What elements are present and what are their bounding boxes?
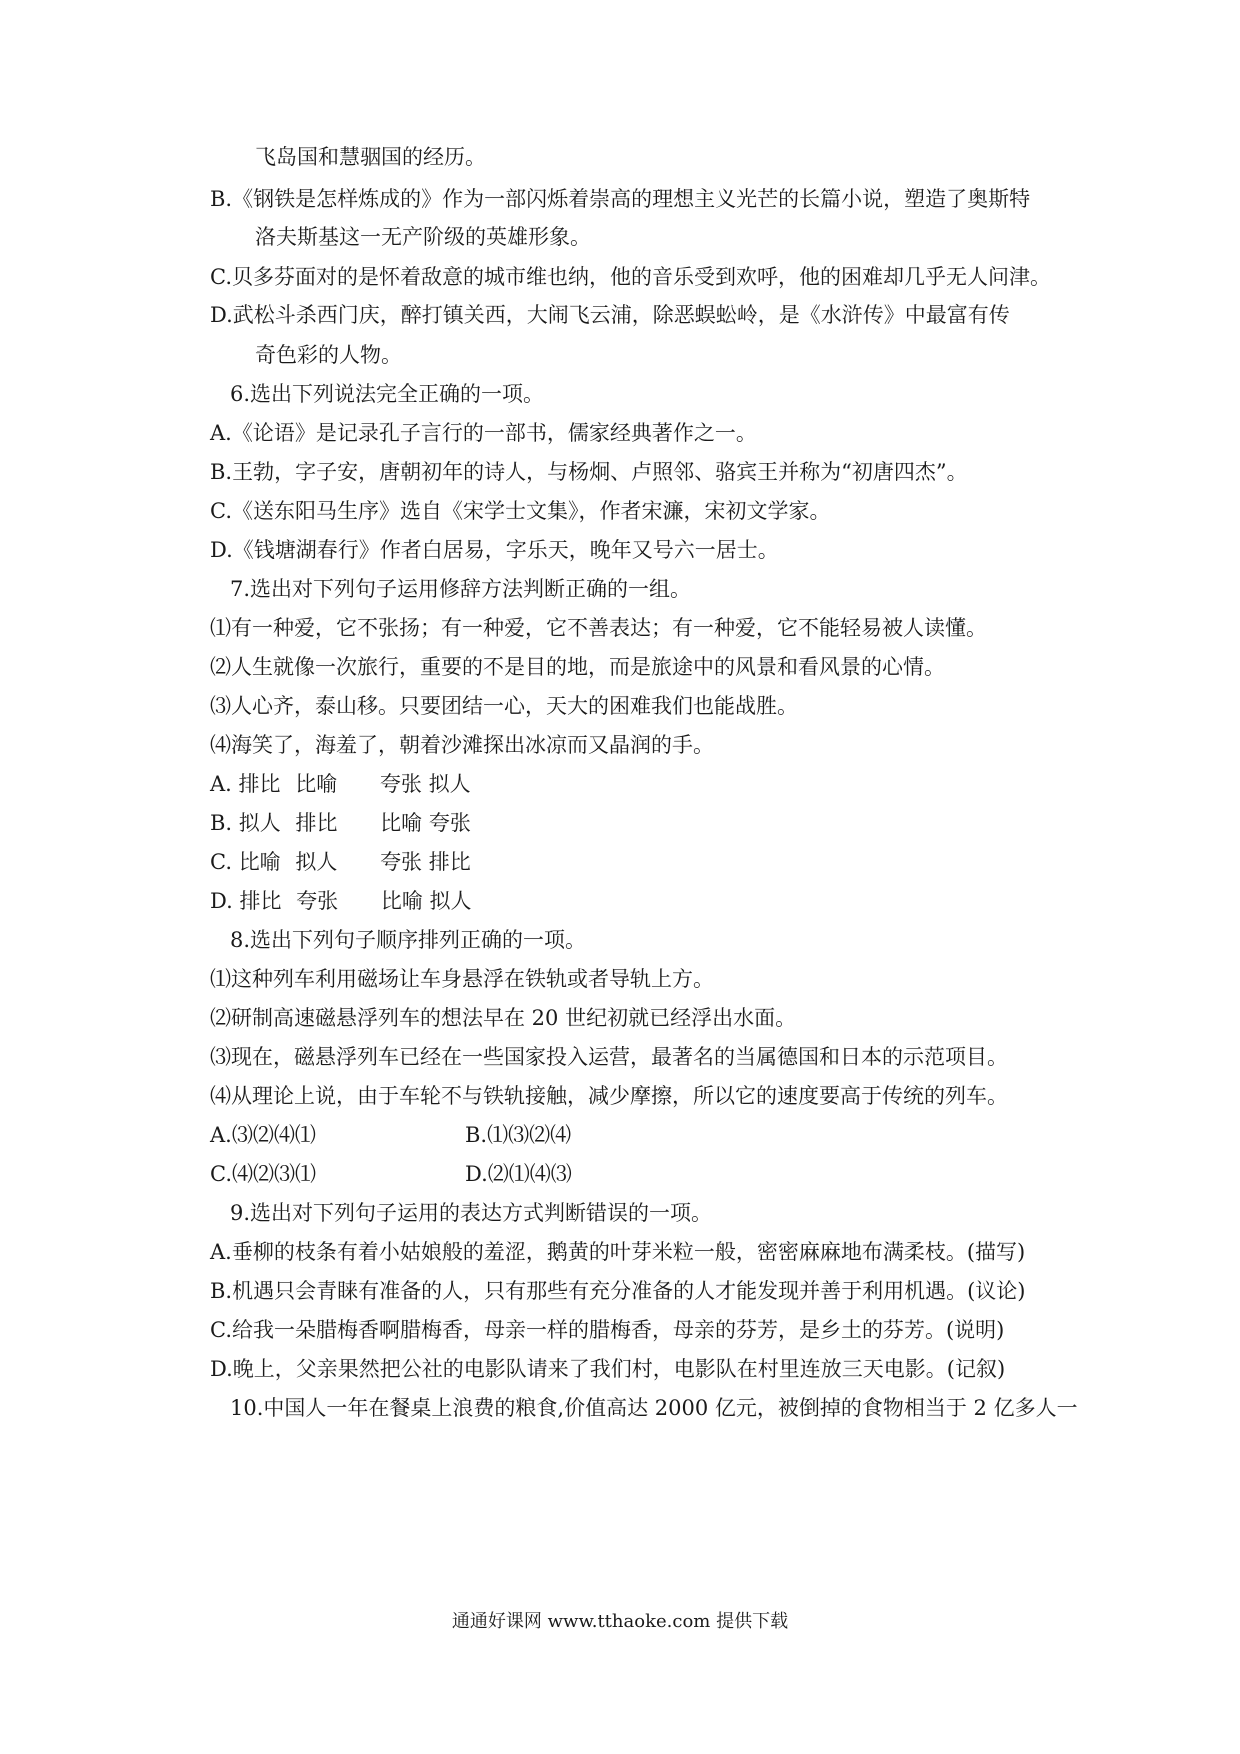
q7-option-b [210,808,471,838]
option-item: 夸张 [296,889,339,913]
q9-option-b: B.机遇只会青睐有准备的人，只有那些有充分准备的人才能发现并善于利用机遇。(议论) [210,1279,1026,1303]
option-letter: D. [210,889,233,913]
q8-option-d: D.⑵⑴⑷⑶ [465,1162,572,1186]
q8-sentence-3: ⑶现在，磁悬浮列车已经在一些国家投入运营，最著名的当属德国和日本的示范项目。 [210,1045,1008,1069]
option-item: 拟人 [429,889,472,913]
q5-option-b-line2: 洛夫斯基这一无产阶级的英雄形象。 [255,225,591,249]
option-item: 夸张 [380,850,423,874]
page-footer: 通通好课网 www.tthaoke.com 提供下载 [451,1611,789,1632]
question-8-stem: 8.选出下列句子顺序排列正确的一项。 [230,928,587,952]
option-item: 排比 [238,772,281,796]
option-item: 拟人 [295,850,338,874]
q8-option-c: C.⑷⑵⑶⑴ [210,1162,316,1186]
q5-option-d-line2: 奇色彩的人物。 [255,343,402,367]
q6-option-c: C.《送东阳马生序》选自《宋学士文集》，作者宋濂，宋初文学家。 [210,499,831,523]
option-item: 拟人 [428,772,471,796]
q7-option-a [210,769,471,799]
option-item: 排比 [428,850,471,874]
q8-sentence-4: ⑷从理论上说，由于车轮不与铁轨接触，减少摩擦，所以它的速度要高于传统的列车。 [210,1084,1008,1108]
option-item: 夸张 [428,811,471,835]
option-item: 比喻 [238,850,281,874]
q7-option-c [210,847,471,877]
q5-option-a-continuation: 飞岛国和慧骃国的经历。 [255,145,486,169]
option-item: 比喻 [380,889,423,913]
q6-option-a: A.《论语》是记录孔子言行的一部书，儒家经典著作之一。 [210,421,757,445]
q8-options-row-1 [210,1120,571,1150]
question-6-stem: 6.选出下列说法完全正确的一项。 [230,382,545,406]
option-item: 夸张 [379,772,422,796]
q7-option-d [210,886,472,916]
option-item: 拟人 [238,811,281,835]
q7-sentence-1: ⑴有一种爱，它不张扬；有一种爱，它不善表达；有一种爱，它不能轻易被人读懂。 [210,616,987,640]
option-item: 排比 [239,889,282,913]
q8-option-b: B.⑴⑶⑵⑷ [465,1123,572,1147]
option-letter: C. [210,850,232,874]
q7-sentence-4: ⑷海笑了，海羞了，朝着沙滩探出冰凉而又晶润的手。 [210,733,714,757]
question-7-stem: 7.选出对下列句子运用修辞方法判断正确的一组。 [230,577,692,601]
q5-option-c: C.贝多芬面对的是怀着敌意的城市维也纳，他的音乐受到欢呼，他的困难却几乎无人问津。 [210,265,1051,289]
option-item: 比喻 [295,772,338,796]
q8-option-a: A.⑶⑵⑷⑴ [210,1123,316,1147]
q8-sentence-1: ⑴这种列车利用磁场让车身悬浮在铁轨或者导轨上方。 [210,967,714,991]
option-letter: A. [210,772,232,796]
option-letter: B. [210,811,233,835]
q6-option-d: D.《钱塘湖春行》作者白居易，字乐天，晚年又号六一居士。 [210,538,779,562]
option-item: 比喻 [380,811,423,835]
option-item: 排比 [295,811,338,835]
q5-option-d-line1: D.武松斗杀西门庆，醉打镇关西，大闹飞云浦，除恶蜈蚣岭，是《水浒传》中最富有传 [210,303,1010,327]
q7-sentence-2: ⑵人生就像一次旅行，重要的不是目的地，而是旅途中的风景和看风景的心情。 [210,655,945,679]
question-9-stem: 9.选出对下列句子运用的表达方式判断错误的一项。 [230,1201,713,1225]
q8-options-row-2 [210,1159,572,1189]
q6-option-b: B.王勃，字子安，唐朝初年的诗人，与杨炯、卢照邻、骆宾王并称为“初唐四杰”。 [210,460,968,484]
q9-option-c: C.给我一朵腊梅香啊腊梅香，母亲一样的腊梅香，母亲的芬芳，是乡土的芬芳。(说明) [210,1318,1005,1342]
q9-option-d: D.晚上，父亲果然把公社的电影队请来了我们村，电影队在村里连放三天电影。(记叙) [210,1357,1006,1381]
q5-option-b-line1: B.《钢铁是怎样炼成的》作为一部闪烁着崇高的理想主义光芒的长篇小说，塑造了奥斯特 [210,187,1031,211]
question-10-stem: 10.中国人一年在餐桌上浪费的粮食,价值高达 2000 亿元，被倒掉的食物相当于 2 亿多人一 [230,1396,1078,1420]
q9-option-a: A.垂柳的枝条有着小姑娘般的羞涩，鹅黄的叶芽米粒一般，密密麻麻地布满柔枝。(描写) [210,1240,1026,1264]
q7-sentence-3: ⑶人心齐，泰山移。只要团结一心，天大的困难我们也能战胜。 [210,694,798,718]
q8-sentence-2: ⑵研制高速磁悬浮列车的想法早在 20 世纪初就已经浮出水面。 [210,1006,797,1030]
